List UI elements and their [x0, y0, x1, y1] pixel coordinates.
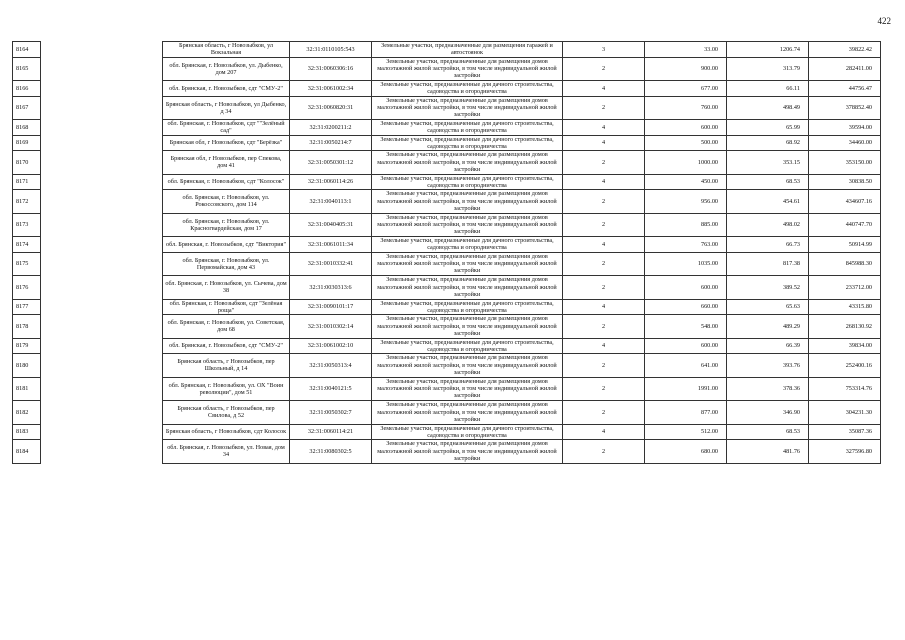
cadastral-number-cell: 32:31:0060114:26 — [290, 174, 372, 190]
gap-cell — [41, 338, 163, 354]
table-row — [13, 354, 881, 378]
specific-value-cell: 66.11 — [727, 81, 809, 97]
category-cell: 2 — [563, 354, 645, 378]
category-cell: 2 — [563, 315, 645, 339]
specific-value-cell: 68.53 — [727, 424, 809, 440]
area-cell: 763.00 — [645, 237, 727, 253]
area-cell: 1000.00 — [645, 151, 727, 175]
specific-value-cell: 498.49 — [727, 96, 809, 120]
cadastral-value-cell: 282411.00 — [809, 57, 881, 81]
specific-value-cell: 313.79 — [727, 57, 809, 81]
cadastral-value-cell: 378852.40 — [809, 96, 881, 120]
land-use-cell: Земельные участки, предназначенные для размещения домов малоэтажной жилой застройки, в том числе индивидуальной жилой застройки — [372, 440, 563, 464]
table-row — [13, 42, 881, 58]
gap-cell — [41, 377, 163, 401]
gap-cell — [41, 299, 163, 315]
cadastral-value-cell: 753314.76 — [809, 377, 881, 401]
row-number-cell: 8177 — [13, 299, 41, 315]
specific-value-cell: 393.76 — [727, 354, 809, 378]
table-row — [13, 424, 881, 440]
cadastral-value-cell: 39822.42 — [809, 42, 881, 58]
category-cell: 4 — [563, 81, 645, 97]
table-row — [13, 190, 881, 214]
area-cell: 885.00 — [645, 213, 727, 237]
category-cell: 4 — [563, 237, 645, 253]
category-cell: 2 — [563, 96, 645, 120]
gap-cell — [41, 354, 163, 378]
area-cell: 877.00 — [645, 401, 727, 425]
table-row — [13, 213, 881, 237]
area-cell: 450.00 — [645, 174, 727, 190]
specific-value-cell: 68.92 — [727, 135, 809, 151]
cadastral-number-cell: 32:31:0010332:41 — [290, 252, 372, 276]
category-cell: 4 — [563, 338, 645, 354]
category-cell: 2 — [563, 276, 645, 300]
cadastral-value-cell: 39594.00 — [809, 120, 881, 136]
specific-value-cell: 454.61 — [727, 190, 809, 214]
table-row — [13, 401, 881, 425]
land-use-cell: Земельные участки, предназначенные для размещения домов малоэтажной жилой застройки, в том числе индивидуальной жилой застройки — [372, 401, 563, 425]
land-use-cell: Земельные участки, предназначенные для дачного строительства, садоводства и огородничества — [372, 120, 563, 136]
cadastral-value-cell: 50914.99 — [809, 237, 881, 253]
gap-cell — [41, 252, 163, 276]
table-row — [13, 237, 881, 253]
category-cell: 3 — [563, 42, 645, 58]
specific-value-cell: 1206.74 — [727, 42, 809, 58]
cadastral-number-cell: 32:31:0050214:7 — [290, 135, 372, 151]
cadastral-number-cell: 32:31:0030313:6 — [290, 276, 372, 300]
gap-cell — [41, 57, 163, 81]
address-cell: обл. Брянская, г. Новозыбков, ул. ОХ "Воин революции", дом 51 — [163, 377, 290, 401]
cadastral-value-cell: 353150.00 — [809, 151, 881, 175]
table-row — [13, 338, 881, 354]
address-cell: Брянская область, г Новозыбков, пер Школьный, д 14 — [163, 354, 290, 378]
row-number-cell: 8174 — [13, 237, 41, 253]
gap-cell — [41, 174, 163, 190]
address-cell: обл. Брянская, г. Новозыбков, сдт ""Зелёный сад" — [163, 120, 290, 136]
category-cell: 4 — [563, 174, 645, 190]
land-use-cell: Земельные участки, предназначенные для дачного строительства, садоводства и огородничества — [372, 299, 563, 315]
address-cell: обл. Брянская, г. Новозыбков, ул. Рокоссовского, дом 114 — [163, 190, 290, 214]
row-number-cell: 8166 — [13, 81, 41, 97]
gap-cell — [41, 440, 163, 464]
row-number-cell: 8181 — [13, 377, 41, 401]
address-cell: обл. Брянская, г. Новозыбков, сдт "Колосок" — [163, 174, 290, 190]
gap-cell — [41, 81, 163, 97]
specific-value-cell: 389.52 — [727, 276, 809, 300]
row-number-cell: 8172 — [13, 190, 41, 214]
row-number-cell: 8164 — [13, 42, 41, 58]
area-cell: 900.00 — [645, 57, 727, 81]
area-cell: 1991.00 — [645, 377, 727, 401]
row-number-cell: 8169 — [13, 135, 41, 151]
land-use-cell: Земельные участки, предназначенные для дачного строительства, садоводства и огородничества — [372, 424, 563, 440]
cadastral-value-cell: 268130.92 — [809, 315, 881, 339]
land-use-cell: Земельные участки, предназначенные для дачного строительства, садоводства и огородничества — [372, 174, 563, 190]
area-cell: 600.00 — [645, 120, 727, 136]
address-cell: обл. Брянская, г. Новозыбков, ул. Сычева, дом 38 — [163, 276, 290, 300]
table-row — [13, 81, 881, 97]
area-cell: 677.00 — [645, 81, 727, 97]
cadastral-number-cell: 32:31:0080302:5 — [290, 440, 372, 464]
land-use-cell: Земельные участки, предназначенные для размещения домов малоэтажной жилой застройки, в том числе индивидуальной жилой застройки — [372, 96, 563, 120]
row-number-cell: 8173 — [13, 213, 41, 237]
gap-cell — [41, 315, 163, 339]
row-number-cell: 8176 — [13, 276, 41, 300]
gap-cell — [41, 237, 163, 253]
gap-cell — [41, 424, 163, 440]
land-use-cell: Земельные участки, предназначенные для размещения домов малоэтажной жилой застройки, в том числе индивидуальной жилой застройки — [372, 315, 563, 339]
address-cell: Брянская обл, г Новозыбков, пер Спекова, дом 41 — [163, 151, 290, 175]
cadastral-value-cell: 304231.30 — [809, 401, 881, 425]
row-number-cell: 8183 — [13, 424, 41, 440]
cadastral-number-cell: 32:31:0050301:12 — [290, 151, 372, 175]
land-use-cell: Земельные участки, предназначенные для размещения домов малоэтажной жилой застройки, в том числе индивидуальной жилой застройки — [372, 57, 563, 81]
cadastral-number-cell: 32:31:0050313:4 — [290, 354, 372, 378]
row-number-cell: 8168 — [13, 120, 41, 136]
specific-value-cell: 68.53 — [727, 174, 809, 190]
cadastral-number-cell: 32:31:0050302:7 — [290, 401, 372, 425]
cadastral-number-cell: 32:31:0200211:2 — [290, 120, 372, 136]
address-cell: обл. Брянская, г. Новозыбков, ул. Советская, дом 68 — [163, 315, 290, 339]
address-cell: обл. Брянская, г. Новозыбков, сдт "СМУ-2" — [163, 81, 290, 97]
category-cell: 2 — [563, 377, 645, 401]
address-cell: обл. Брянская, г. Новозыбков, ул. Первомайская, дом 43 — [163, 252, 290, 276]
address-cell: Брянская область, г Новозыбков, ул Дыбенко, д 34 — [163, 96, 290, 120]
cadastral-value-cell: 440747.70 — [809, 213, 881, 237]
specific-value-cell: 66.39 — [727, 338, 809, 354]
row-number-cell: 8178 — [13, 315, 41, 339]
specific-value-cell: 65.99 — [727, 120, 809, 136]
row-number-cell: 8171 — [13, 174, 41, 190]
category-cell: 4 — [563, 135, 645, 151]
address-cell: обл. Брянская, г. Новозыбков, сдт "Зелёная роща" — [163, 299, 290, 315]
gap-cell — [41, 213, 163, 237]
cadastral-value-cell: 44756.47 — [809, 81, 881, 97]
land-use-cell: Земельные участки, предназначенные для размещения домов малоэтажной жилой застройки, в том числе индивидуальной жилой застройки — [372, 190, 563, 214]
cadastral-number-cell: 32:31:0061002:34 — [290, 81, 372, 97]
specific-value-cell: 353.15 — [727, 151, 809, 175]
cadastral-value-table — [12, 41, 881, 464]
area-cell: 680.00 — [645, 440, 727, 464]
address-cell: обл. Брянская, г. Новозыбков, ул. Новая, дом 34 — [163, 440, 290, 464]
cadastral-number-cell: 32:31:0061002:10 — [290, 338, 372, 354]
address-cell: Брянская область, г Новозыбков, сдт Колосок — [163, 424, 290, 440]
cadastral-number-cell: 32:31:0060306:16 — [290, 57, 372, 81]
address-cell: обл. Брянская, г. Новозыбков, сдт "Виктория" — [163, 237, 290, 253]
address-cell: обл. Брянская, г. Новозыбков, ул. Красногвардейская, дом 17 — [163, 213, 290, 237]
category-cell: 2 — [563, 252, 645, 276]
cadastral-number-cell: 32:31:0060820:31 — [290, 96, 372, 120]
table-row — [13, 96, 881, 120]
category-cell: 2 — [563, 213, 645, 237]
table-row — [13, 315, 881, 339]
land-use-cell: Земельные участки, предназначенные для размещения домов малоэтажной жилой застройки, в том числе индивидуальной жилой застройки — [372, 354, 563, 378]
cadastral-value-cell: 434607.16 — [809, 190, 881, 214]
specific-value-cell: 489.29 — [727, 315, 809, 339]
row-number-cell: 8165 — [13, 57, 41, 81]
specific-value-cell: 378.36 — [727, 377, 809, 401]
table-row — [13, 252, 881, 276]
cadastral-number-cell: 32:31:0040405:31 — [290, 213, 372, 237]
table-row — [13, 299, 881, 315]
land-use-cell: Земельные участки, предназначенные для размещения домов малоэтажной жилой застройки, в том числе индивидуальной жилой застройки — [372, 213, 563, 237]
land-use-cell: Земельные участки, предназначенные для дачного строительства, садоводства и огородничества — [372, 338, 563, 354]
table-body — [13, 42, 881, 464]
specific-value-cell: 498.02 — [727, 213, 809, 237]
table-row — [13, 276, 881, 300]
cadastral-number-cell: 32:31:0110105:543 — [290, 42, 372, 58]
area-cell: 641.00 — [645, 354, 727, 378]
specific-value-cell: 481.76 — [727, 440, 809, 464]
cadastral-value-cell: 845988.30 — [809, 252, 881, 276]
area-cell: 600.00 — [645, 338, 727, 354]
row-number-cell: 8182 — [13, 401, 41, 425]
cadastral-number-cell: 32:31:0090101:17 — [290, 299, 372, 315]
gap-cell — [41, 120, 163, 136]
cadastral-value-cell: 30838.50 — [809, 174, 881, 190]
category-cell: 4 — [563, 120, 645, 136]
land-use-cell: Земельные участки, предназначенные для размещения домов малоэтажной жилой застройки, в том числе индивидуальной жилой застройки — [372, 252, 563, 276]
area-cell: 33.00 — [645, 42, 727, 58]
table-row — [13, 440, 881, 464]
table-row — [13, 151, 881, 175]
row-number-cell: 8180 — [13, 354, 41, 378]
category-cell: 4 — [563, 424, 645, 440]
gap-cell — [41, 96, 163, 120]
land-use-cell: Земельные участки, предназначенные для дачного строительства, садоводства и огородничества — [372, 81, 563, 97]
specific-value-cell: 346.90 — [727, 401, 809, 425]
row-number-cell: 8184 — [13, 440, 41, 464]
category-cell: 4 — [563, 299, 645, 315]
address-cell: Брянская область, г Новозыбков, пер Свилова, д 52 — [163, 401, 290, 425]
page-number: 422 — [877, 16, 891, 26]
category-cell: 2 — [563, 151, 645, 175]
cadastral-value-cell: 252400.16 — [809, 354, 881, 378]
address-cell: Брянская обл, г Новозыбков, сдт "Берёзка" — [163, 135, 290, 151]
area-cell: 548.00 — [645, 315, 727, 339]
cadastral-number-cell: 32:31:0061011:34 — [290, 237, 372, 253]
cadastral-value-cell: 39834.00 — [809, 338, 881, 354]
area-cell: 500.00 — [645, 135, 727, 151]
specific-value-cell: 817.38 — [727, 252, 809, 276]
area-cell: 760.00 — [645, 96, 727, 120]
gap-cell — [41, 42, 163, 58]
address-cell: обл. Брянская, г. Новозыбков, ул. Дыбенко, дом 207 — [163, 57, 290, 81]
area-cell: 660.00 — [645, 299, 727, 315]
land-use-cell: Земельные участки, предназначенные для размещения гаражей и автостоянок — [372, 42, 563, 58]
row-number-cell: 8167 — [13, 96, 41, 120]
address-cell: обл. Брянская, г. Новозыбков, сдт "СМУ-2" — [163, 338, 290, 354]
area-cell: 512.00 — [645, 424, 727, 440]
gap-cell — [41, 151, 163, 175]
row-number-cell: 8179 — [13, 338, 41, 354]
specific-value-cell: 65.63 — [727, 299, 809, 315]
table-row — [13, 57, 881, 81]
land-use-cell: Земельные участки, предназначенные для размещения домов малоэтажной жилой застройки, в том числе индивидуальной жилой застройки — [372, 276, 563, 300]
cadastral-value-cell: 327596.80 — [809, 440, 881, 464]
area-cell: 956.00 — [645, 190, 727, 214]
cadastral-number-cell: 32:31:0060114:21 — [290, 424, 372, 440]
row-number-cell: 8175 — [13, 252, 41, 276]
gap-cell — [41, 190, 163, 214]
cadastral-value-cell: 233712.00 — [809, 276, 881, 300]
address-cell: Брянская область, г Новозыбков, ул Вокзальная — [163, 42, 290, 58]
row-number-cell: 8170 — [13, 151, 41, 175]
land-use-cell: Земельные участки, предназначенные для дачного строительства, садоводства и огородничества — [372, 237, 563, 253]
cadastral-value-cell: 34460.00 — [809, 135, 881, 151]
gap-cell — [41, 276, 163, 300]
cadastral-number-cell: 32:31:0010302:14 — [290, 315, 372, 339]
category-cell: 2 — [563, 57, 645, 81]
cadastral-number-cell: 32:31:0040113:1 — [290, 190, 372, 214]
cadastral-number-cell: 32:31:0040121:5 — [290, 377, 372, 401]
gap-cell — [41, 401, 163, 425]
cadastral-value-cell: 43315.80 — [809, 299, 881, 315]
category-cell: 2 — [563, 440, 645, 464]
specific-value-cell: 66.73 — [727, 237, 809, 253]
table-row — [13, 174, 881, 190]
cadastral-value-cell: 35087.36 — [809, 424, 881, 440]
area-cell: 1035.00 — [645, 252, 727, 276]
category-cell: 2 — [563, 190, 645, 214]
table-row — [13, 120, 881, 136]
land-use-cell: Земельные участки, предназначенные для дачного строительства, садоводства и огородничества — [372, 135, 563, 151]
area-cell: 600.00 — [645, 276, 727, 300]
table-row — [13, 377, 881, 401]
category-cell: 2 — [563, 401, 645, 425]
gap-cell — [41, 135, 163, 151]
land-use-cell: Земельные участки, предназначенные для размещения домов малоэтажной жилой застройки, в том числе индивидуальной жилой застройки — [372, 151, 563, 175]
land-use-cell: Земельные участки, предназначенные для размещения домов малоэтажной жилой застройки, в том числе индивидуальной жилой застройки — [372, 377, 563, 401]
table-row — [13, 135, 881, 151]
